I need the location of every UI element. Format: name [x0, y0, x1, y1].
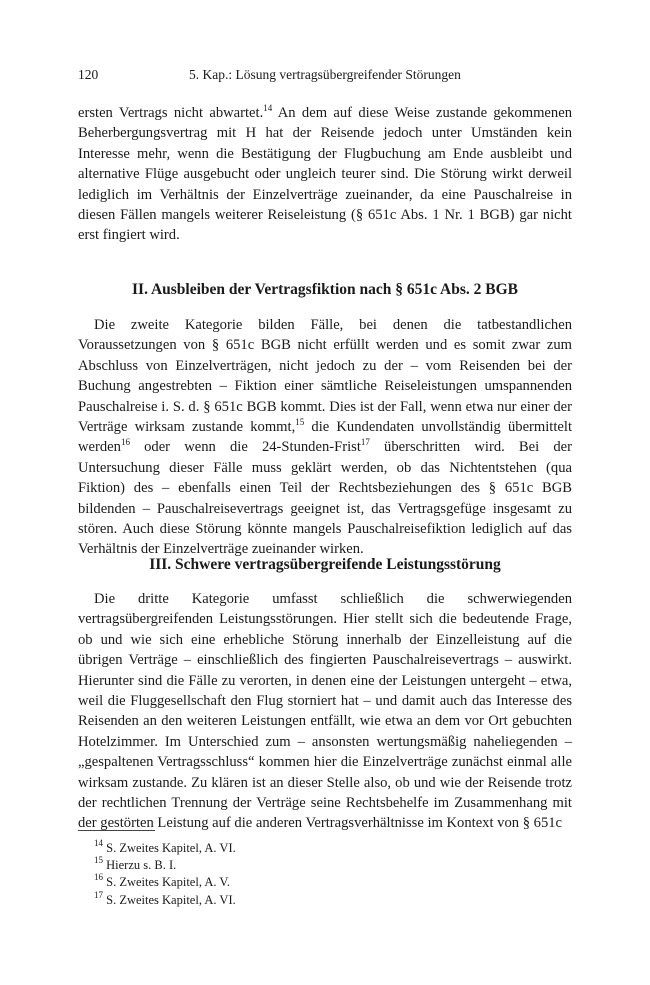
footnote-ref-17: 17 [360, 437, 370, 448]
section-heading-iii: III. Schwere vertragsübergreifende Leistungsstörung [149, 556, 501, 573]
footnote-ref-15: 15 [295, 417, 305, 428]
section-iii-block [78, 589, 572, 834]
footnote-ref-16: 16 [120, 437, 130, 448]
footnote: $^{14}$ S. Zweites Kapitel, A. VI. [94, 838, 236, 855]
page-header [78, 66, 572, 84]
footnote: $^{15}$ Hierzu s. B. I. [94, 855, 177, 873]
section-heading-ii: II. Ausbleiben der Vertragsfiktion nach § 651c Abs. 2 BGB [132, 281, 518, 298]
footnotes [94, 840, 564, 909]
page-number: 120 [78, 67, 99, 82]
footnote: $^{16}$ S. Zweites Kapitel, A. V. [94, 872, 230, 890]
section-iii-paragraph: Die dritte Kategorie umfasst schließlich die schwerwiegenden vertragsübergreifenden Leistungsstörungen. Hier stellt sich die bedeutende Frage, ob und wie sich eine erhebliche Störung innerhalb der Einzelleistung auf die übrigen Verträge – einschließlich des fingierten Pauschalreisevertrags – auswirkt. Hierunter sind die Fälle zu verorten, in denen eine der Leistungen untergeht – etwa, weil die Fluggesellschaft den Flug storniert hat – und damit auch das Interesse des Reisenden an den weiteren Leistungen entfällt, wie etwa an dem vor Ort gebuchten Hotelzimmer. Im Unterschied zum – ansonsten wertungsmäßig naheliegenden – „gespaltenen Vertragsschluss“ kommen hier die Einzelverträge zunächst einmal alle wirksam zustande. Zu klären ist an dieser Stelle also, ob und wie der Reisende trotz der rechtlichen Trennung der Verträge seine Rechtsbehelfe im Zusammenhang mit der gestörten Leistung auf die anderen Vertragsverhältnisse im Kontext von § 651c [78, 591, 572, 832]
footnote-separator [78, 830, 155, 831]
intro-paragraph: ersten Vertrags nicht abwartet.$^{14}$ An dem auf diese Weise zustande gekommenen Beherbergungsvertrag mit H hat der Reisende jedoch unter Umständen kein Interesse mehr, wenn die Bestätigung der Flugbuchung am Ende ausbleibt und alternative Flüge ausgebucht oder ungleich teurer sind. Die Störung wirkt derweil lediglich im Verhältnis der Einzelverträge zueinander, da eine Pauschalreise in diesen Fällen mangels weiterer Reiseleistung (§ 651c Abs. 1 Nr. 1 BGB) gar nicht erst fingiert wird. [78, 103, 572, 244]
running-head: 5. Kap.: Lösung vertragsübergreifender Störungen [189, 67, 461, 82]
section-ii-paragraph: Die zweite Kategorie bilden Fälle, bei denen die tatbestandlichen Voraussetzungen von § 651c BGB nicht erfüllt werden und es somit zwar zum Abschluss von Einzelverträgen, nicht jedoch zu der – vom Reisenden bei der Buchung angestrebten – Fiktion einer sämtliche Reiseleistungen umspannenden Pauschalreise i. S. d. § 651c BGB kommt. Dies ist der Fall, wenn etwa nur einer der Verträge wirksam zustande kommt,$^{15}$ die Kundendaten unvollständig übermittelt werden$^{16}$ oder wenn die 24-Stunden-Frist$^{17}$ überschritten wird. Bei der Untersuchung dieser Fälle muss geklärt werden, ob das Nichtentstehen (qua Fiktion) des – ebenfalls einen Teil der Rechtsbeziehungen des § 651c BGB bildenden – Pauschalreisevertrags geeignet ist, das Vertragsgefüge insgesamt zu stören. Auch diese Störung könnte mangels Pauschalreisefiktion lediglich auf das Verhältnis der Einzelverträge zueinander wirken. [78, 317, 573, 558]
section-ii-block [78, 315, 572, 560]
footnote: $^{17}$ S. Zweites Kapitel, A. VI. [94, 889, 236, 907]
footnote-ref-14: 14 [263, 103, 273, 113]
intro-paragraph-block [78, 103, 572, 246]
